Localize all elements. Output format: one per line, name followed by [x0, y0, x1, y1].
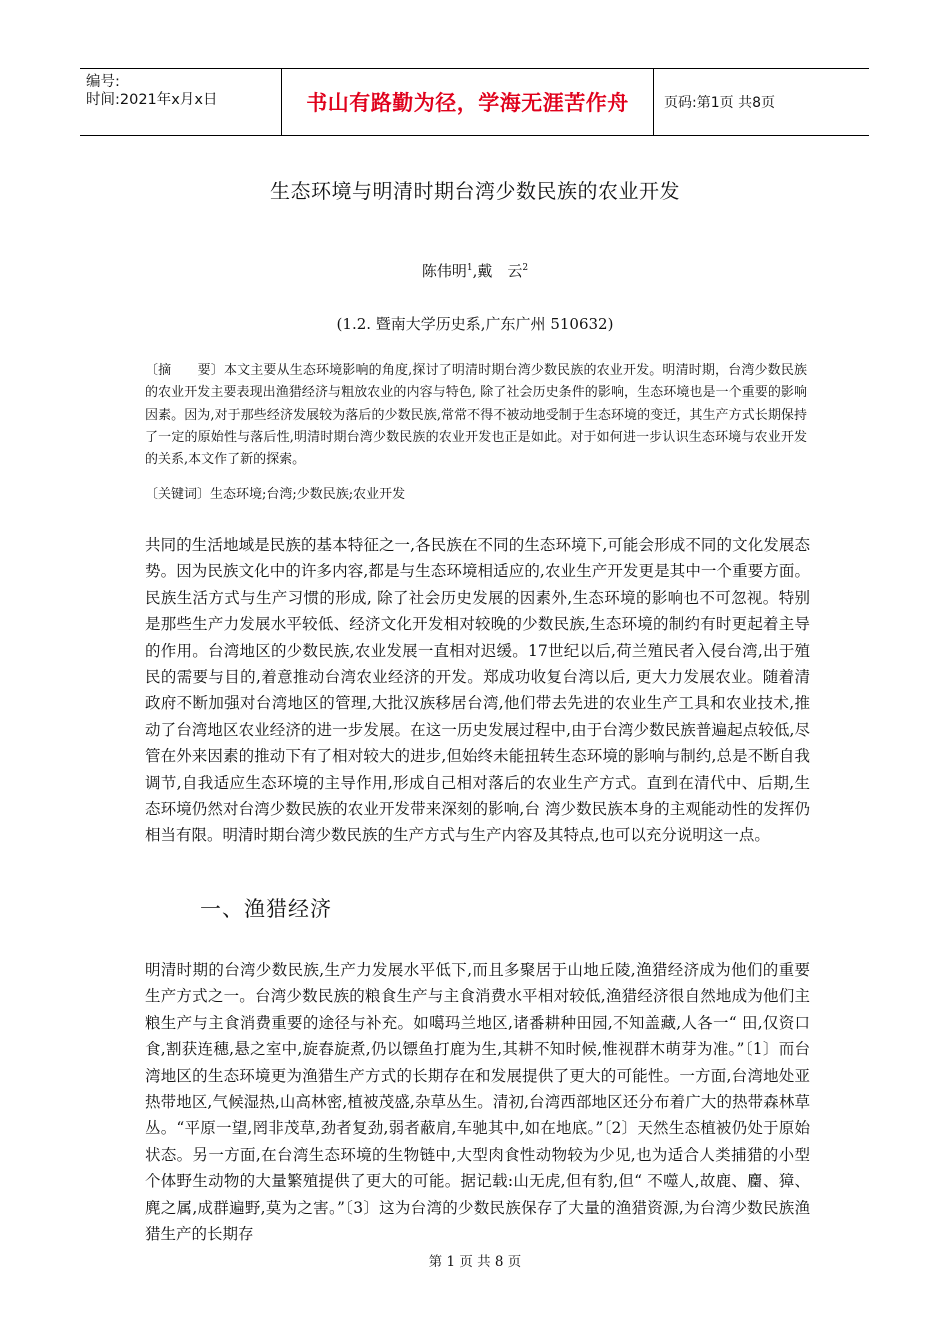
intro-paragraph: 共同的生活地域是民族的基本特征之一,各民族在不同的生态环境下,可能会形成不同的文化发展态势。因为民族文化中的许多内容,都是与生态环境相适应的,农业生产开发更是其中一个重要方面。民族生活方式与生产习惯的形成, 除了社会历史发展的因素外,生态环境的影响也不可忽视。特别是那些生产力发展水平较低、经济文化开发相对较晚的少数民族,生态环境的制约有时更起着主导的作用。台湾地区的少数民族,农业发展一直相对迟缓。17世纪以后,荷兰殖民者入侵台湾,出于殖民的需要与目的,着意推动台湾农业经济的开发。郑成功收复台湾以后, 更大力发展农业。随着清政府不断加强对台湾地区的管理,大批汉族移居台湾,他们带去先进的农业生产工具和农业技术,推动了台湾地区农业经济的进一步发展。在这一历史发展过程中,由于台湾少数民族普遍起点较低,尽管在外来因素的推动下有了相对较大的进步,但始终未能扭转生态环境的影响与制约,总是不断自我调节,自我适应生态环境的主导作用,形成自己相对落后的农业生产方式。直到在清代中、后期,生态环境仍然对台湾少数民族的农业开发带来深刻的影响,台 湾少数民族本身的主观能动性的发挥仍相当有限。明清时期台湾少数民族的生产方式与生产内容及其特点,也可以充分说明这一点。 [145, 536, 810, 845]
section-heading: 一、渔猎经济 [200, 897, 332, 921]
author-2-affil-mark: 2 [522, 263, 529, 273]
section-paragraph: 明清时期的台湾少数民族,生产力发展水平低下,而且多聚居于山地丘陵,渔猎经济成为他们的重要生产方式之一。台湾少数民族的粮食生产与主食消费水平相对较低,渔猎经济很自然地成为他们主粮生产与主食消费重要的途径与补充。如噶玛兰地区,诸番耕种田园,不知盖藏,人各一“ 田,仅资口食,割获连穗,悬之室中,旋舂旋煮,仍以镖鱼打鹿为生,其耕不知时候,惟视群木萌芽为准。”〔1〕而台湾地区的生态环境更为渔猎生产方式的长期存在和发展提供了更大的可能性。一方面,台湾地处亚热带地区,气候湿热,山高林密,植被茂盛,杂草丛生。清初,台湾西部地区还分布着广大的热带森林草丛。“平原一望,罔非茂草,劲者复劲,弱者蔽肩,车驰其中,如在地底。”〔2〕天然生态植被仍处于原始状态。另一方面,在台湾生态环境的生物链中,大型肉食性动物较为少见,也为适合人类捕猎的小型个体野生动物的大量繁殖提供了更大的可能。据记载:山无虎,但有豹,但“ 不噬人,故鹿、麕、獐、麂之属,成群遍野,莫为之害。”〔3〕这为台湾的少数民族保存了大量的渔猎资源,为台湾少数民族渔猎生产的长期存 [145, 961, 810, 1244]
article-title: 生态环境与明清时期台湾少数民族的农业开发 [270, 179, 680, 203]
page-header [80, 68, 869, 136]
abstract: 〔摘 要〕本文主要从生态环境影响的角度,探讨了明清时期台湾少数民族的农业开发。明清时期，台湾少数民族的农业开发主要表现出渔猎经济与粗放农业的内容与特色, 除了社会历史条件的影响，生态环境也是一个重要的影响因素。因为,对于那些经济发展较为落后的少数民族,常常不得不被动地受制于生态环境的变迁，其生产方式长期保持了一定的原始性与落后性,明清时期台湾少数民族的农业开发也正是如此。对于如何进一步认识生态环境与农业开发的关系,本文作了新的探索。 [145, 363, 807, 468]
header-page-info: 页码:第1页 共8页 [664, 95, 775, 111]
header-motto: 书山有路勤为径，学海无涯苦作舟 [282, 69, 654, 135]
affiliation: (1.2. 暨南大学历史系,广东广州 510632) [336, 315, 614, 333]
document-date: 时间:2021年x月x日 [86, 92, 218, 108]
page-footer: 第 1 页 共 8 页 [428, 1254, 522, 1270]
author-line [0, 260, 950, 281]
author-1: 陈伟明 [421, 262, 467, 280]
header-meta [80, 69, 282, 135]
author-1-affil-mark: 1 [466, 263, 473, 273]
keywords: 〔关键词〕生态环境;台湾;少数民族;农业开发 [145, 487, 406, 502]
author-2: ,戴 云 [472, 262, 523, 280]
document-number-label: 编号: [86, 74, 120, 90]
